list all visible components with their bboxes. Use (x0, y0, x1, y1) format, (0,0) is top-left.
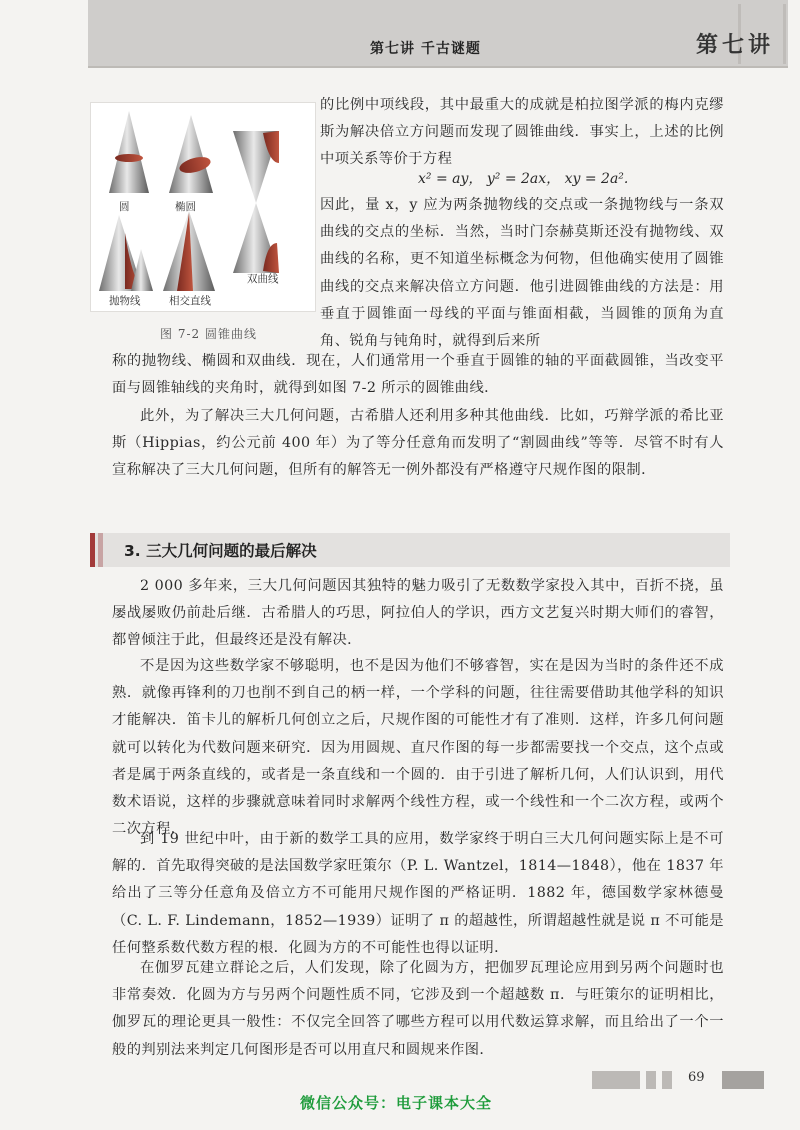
conic-figure (90, 102, 316, 312)
paragraph-1: 的比例中项线段，其中最重大的成就是柏拉图学派的梅内克缪斯为解决倍立方问题而发现了圆锥曲线．事实上，上述的比例中项关系等价于方程 (320, 97, 724, 168)
footer-decoration (722, 1071, 764, 1089)
equation: x² = ay， y² = 2ax， xy = 2a². (418, 171, 629, 187)
label-ellipse: 椭圆 (175, 201, 196, 213)
paragraph-3: 此外，为了解决三大几何问题，古希腊人还利用多种其他曲线．比如，巧辩学派的希比亚斯（Hippias，约公元前 400 年）为了等分任意角而发明了“割圆曲线”等等．尽管不时有人宣称解决了三大几何问题，但所有的解答无一例外都没有严格遵守尺规作图的限制． (112, 408, 724, 479)
label-circle: 圆 (119, 201, 130, 213)
paragraph-6: 到 19 世纪中叶，由于新的数学工具的应用，数学家终于明白三大几何问题实际上是不可解的．首先取得突破的是法国数学家旺策尔（P. L. Wantzel，1814—1848），他在 1837 年给出了三等分任意角及倍立方不可能用尺规作图的严格证明．1882 年，德国数学家林德曼（C. L. F. Lindemann，1852—1939）证明了 π 的超越性，所谓超越性就是说 π 不可能是任何整系数代数方程的根．化圆为方的不可能性也得以证明． (112, 831, 724, 956)
label-parabola: 抛物线 (109, 295, 141, 307)
figure-caption: 图 7-2 圆锥曲线 (160, 327, 257, 341)
label-hyperbola: 双曲线 (247, 273, 279, 285)
footer-decoration (592, 1071, 640, 1089)
footer-decoration (662, 1071, 672, 1089)
chapter-title: 第七讲 千古谜题 (370, 41, 481, 57)
paragraph-7: 在伽罗瓦建立群论之后，人们发现，除了化圆为方，把伽罗瓦理论应用到另两个问题时也非常奏效．化圆为方与另两个问题性质不同，它涉及到一个超越数 π．与旺策尔的证明相比，伽罗瓦的理论更具一般性：不仅完全回答了哪些方程可以用代数运算求解，而且给出了一个一般的判别法来判定几何图形是否可以用直尺和圆规来作图． (112, 960, 724, 1058)
chapter-brand: 第七讲 (696, 32, 775, 58)
footer-decoration (646, 1071, 656, 1089)
wechat-watermark: 微信公众号：电子课本大全 (300, 1094, 493, 1112)
section-marker (90, 533, 95, 567)
section-title: 3. 三大几何问题的最后解决 (124, 542, 317, 560)
page-number: 69 (688, 1070, 705, 1085)
paragraph-2: 因此，量 x，y 应为两条抛物线的交点或一条抛物线与一条双曲线的交点的坐标．当然，当时门奈赫莫斯还没有抛物线、双曲线的名称，更不知道坐标概念为何物，但他确实使用了圆锥曲线的交点来解决倍立方问题．他引进圆锥曲线的方法是：用垂直于圆锥面一母线的平面与锥面相截，当圆锥的顶角为直角、锐角与钝角时，就得到后来所 (320, 197, 724, 350)
label-intersecting-lines: 相交直线 (169, 295, 211, 307)
page-header (88, 0, 788, 68)
section-marker-light (98, 533, 103, 567)
paragraph-2b: 称的抛物线、椭圆和双曲线．现在，人们通常用一个垂直于圆锥的轴的平面截圆锥，当改变平面与圆锥轴线的夹角时，就得到如图 7-2 所示的圆锥曲线． (112, 353, 724, 397)
paragraph-4: 2 000 多年来，三大几何问题因其独特的魅力吸引了无数数学家投入其中，百折不挠，虽屡战屡败仍前赴后继．古希腊人的巧思，阿拉伯人的学识，西方文艺复兴时期大师们的睿智，都曾倾注于此，但最终还是没有解决． (112, 578, 724, 649)
paragraph-5: 不是因为这些数学家不够聪明，也不是因为他们不够睿智，实在是因为当时的条件还不成熟．就像再锋利的刀也削不到自己的柄一样，一个学科的问题，往往需要借助其他学科的知识才能解决．笛卡儿的解析几何创立之后，尺规作图的可能性才有了准则．这样，许多几何问题就可以转化为代数问题来研究．因为用圆规、直尺作图的每一步都需要找一个交点，这个点或者是属于两条直线的，或者是一条直线和一个圆的．由于引进了解析几何，人们认识到，用代数术语说，这样的步骤就意味着同时求解两个线性方程，或一个线性和一个二次方程，或两个二次方程． (112, 658, 724, 838)
